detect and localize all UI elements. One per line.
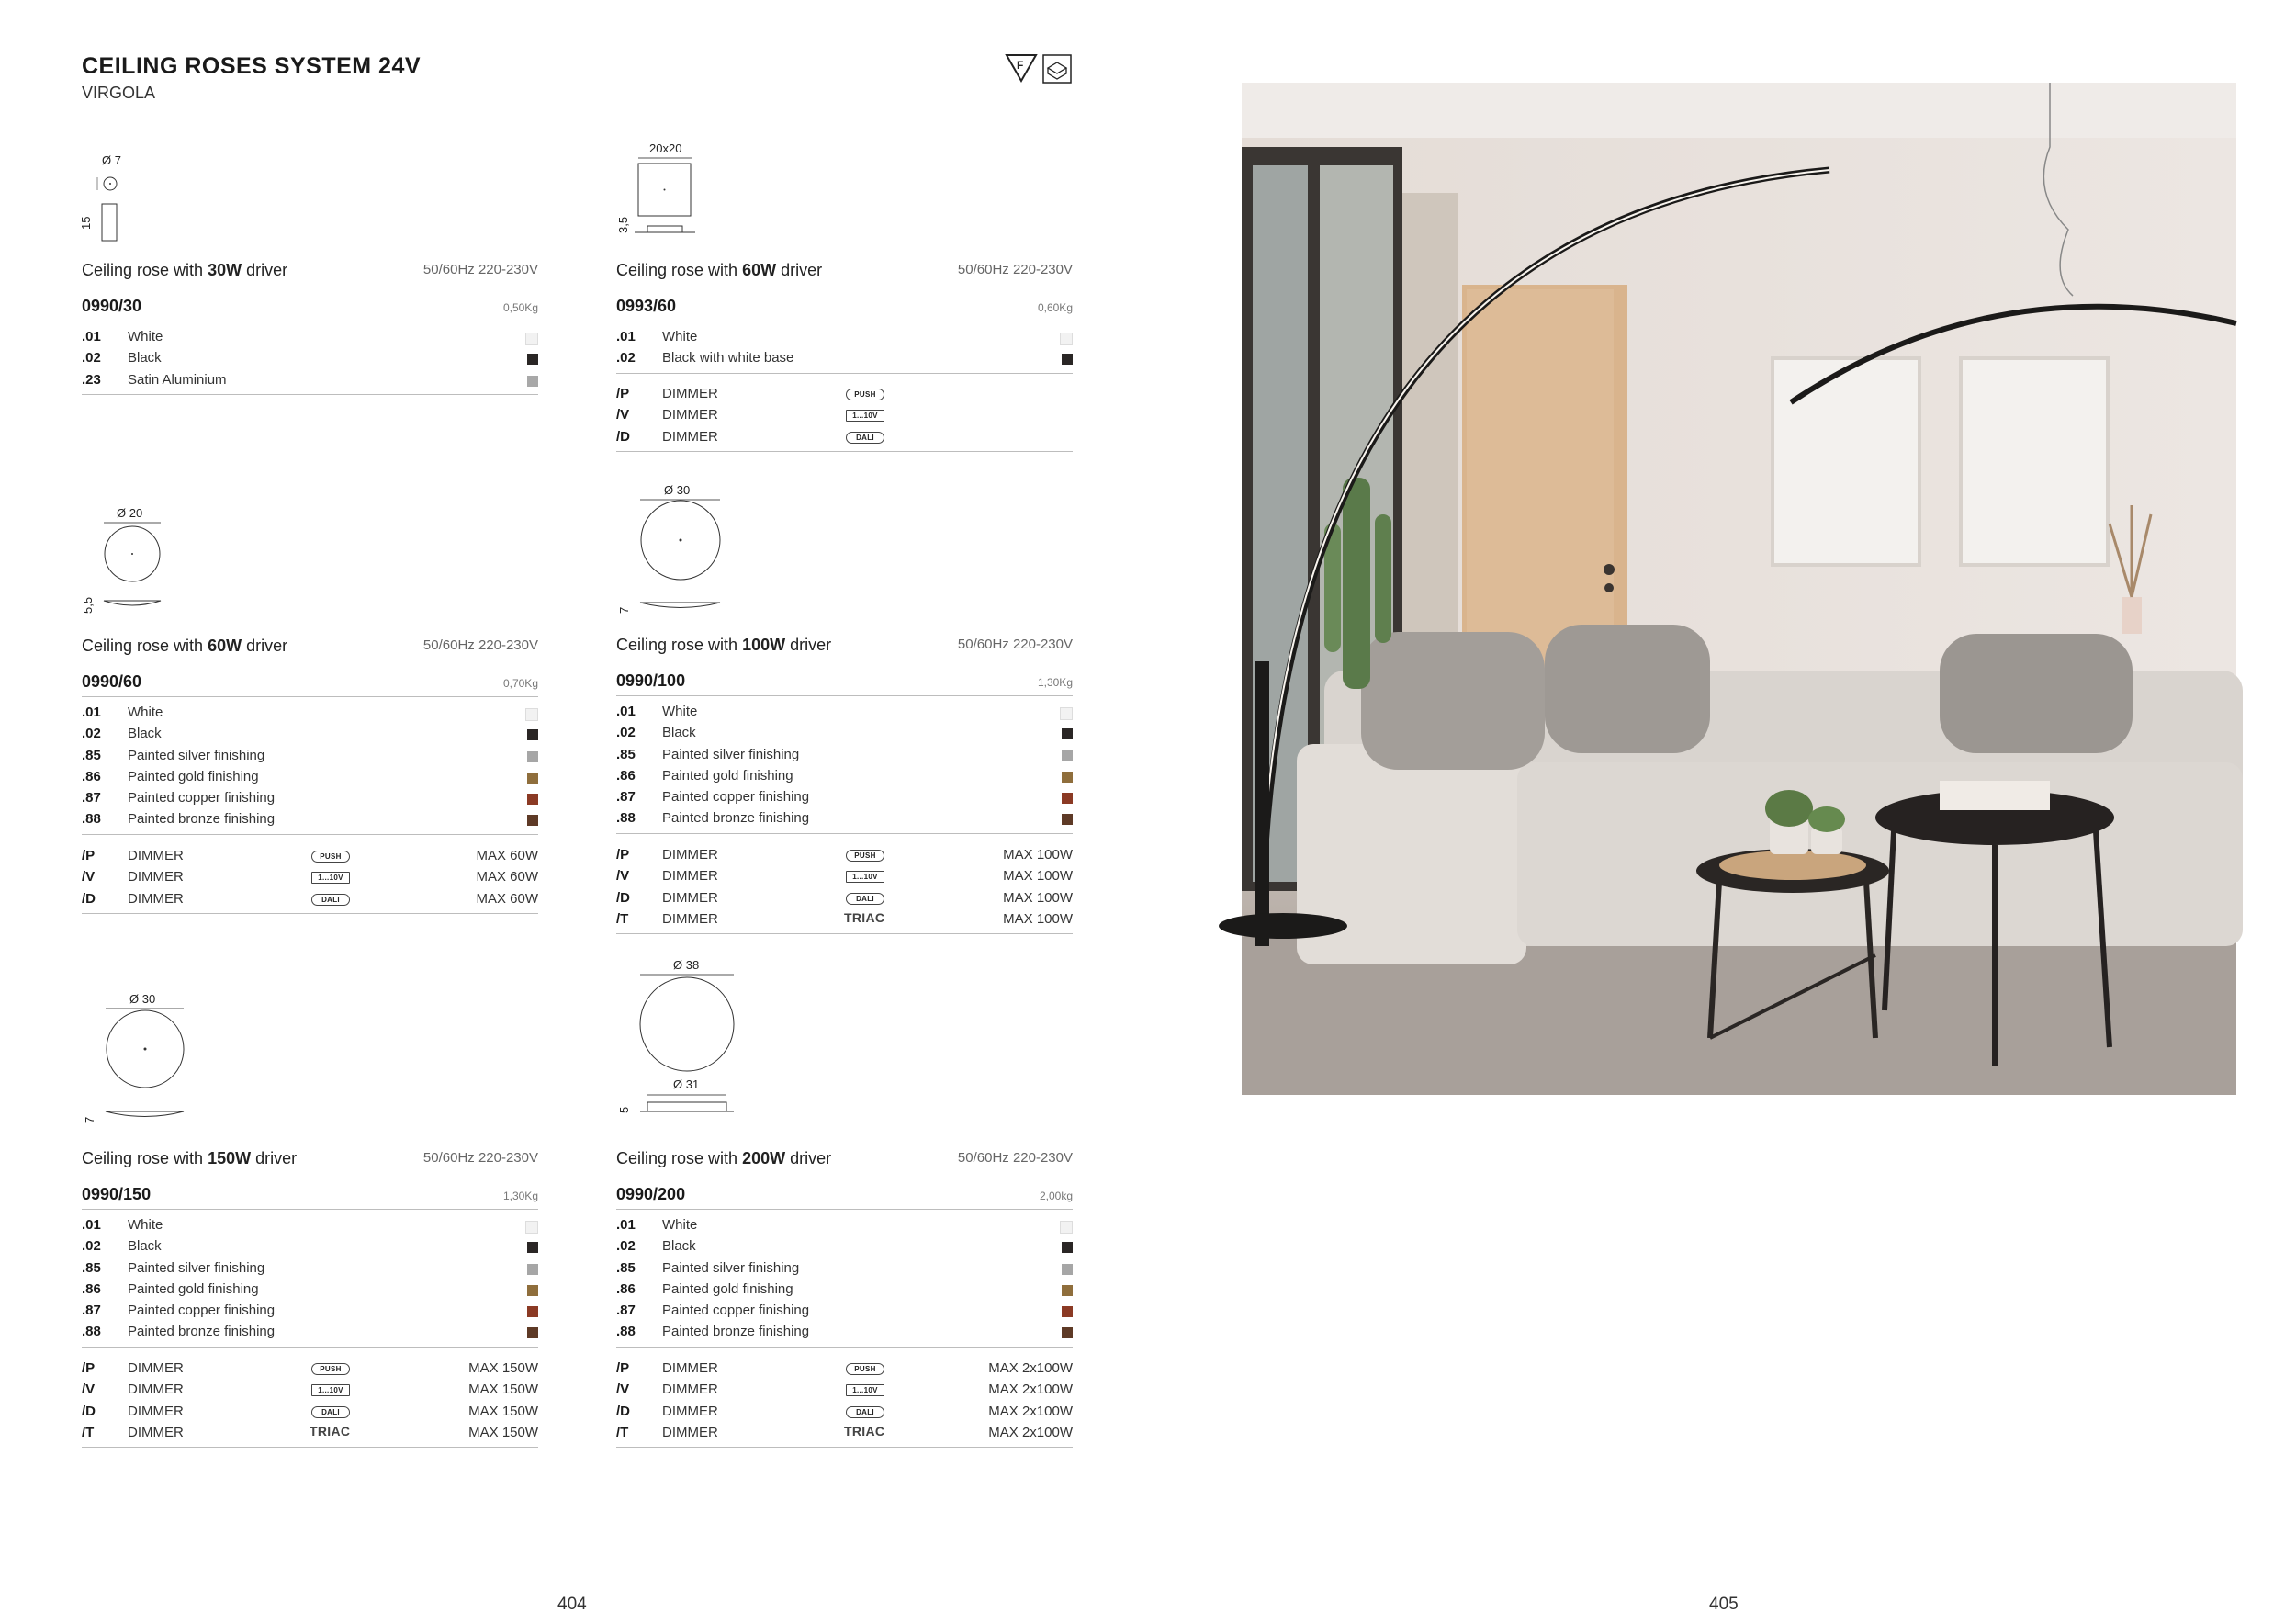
dimmer-row [616,404,1073,425]
variant-name: Painted gold finishing [662,767,793,784]
variant-code: .86 [616,1280,636,1297]
color-swatch [1062,750,1073,761]
variant-name: White [662,1217,698,1233]
finish-list [82,326,538,395]
product-description: Ceiling rose with 150W driver [82,1149,298,1167]
dimension-height: 15 [79,216,93,230]
push-badge: PUSH [311,1363,350,1375]
variant-name: White [128,705,163,720]
variant-code: .86 [616,767,636,784]
dimension-height: 5,5 [81,596,95,614]
finish-row [82,723,538,744]
finish-row [82,766,538,787]
driver-power: 200W [742,1149,786,1167]
push-badge: PUSH [311,851,350,863]
finish-row [616,722,1073,743]
variant-name: DIMMER [128,1403,184,1419]
color-swatch [1060,333,1073,345]
variant-name: DIMMER [662,910,718,927]
variant-name: Black [662,1238,696,1255]
voltage: 50/60Hz 220-230V [422,637,538,653]
color-swatch [1062,728,1073,739]
variant-code: /D [82,1403,96,1419]
push-badge: PUSH [846,389,884,400]
dimension-diameter: Ø 30 [129,992,156,1006]
variant-code: /P [82,1360,96,1376]
variant-code: .02 [616,350,636,367]
svg-text:F: F [1017,59,1024,72]
dimension-size: 20x20 [649,141,682,155]
max-power: MAX 150W [468,1424,538,1440]
dimmer-row [616,1358,1073,1379]
color-swatch [527,794,538,805]
finish-row [82,787,538,808]
variant-name: DIMMER [662,428,718,445]
variant-code: .87 [616,1303,636,1319]
variant-code: .02 [82,350,101,367]
variant-name: Painted gold finishing [128,768,259,784]
finish-row [616,786,1073,807]
variant-code: .23 [82,371,101,388]
finish-row [82,702,538,723]
push-badge: PUSH [846,850,884,862]
color-swatch [527,773,538,784]
technical-drawing [79,147,538,257]
dali-badge: DALI [311,1406,350,1418]
variant-code: .88 [616,1324,636,1340]
product-code: 0993/60 [616,297,677,315]
variant-code: .88 [82,1324,101,1340]
variant-code: /P [616,1360,630,1376]
max-power: MAX 2x100W [988,1424,1073,1440]
variant-code: /V [616,868,630,885]
variant-name: DIMMER [662,1360,718,1376]
color-swatch [1060,1221,1073,1234]
max-power: MAX 150W [468,1403,538,1419]
variant-code: /T [82,1424,95,1440]
variant-name: Painted gold finishing [662,1280,793,1297]
max-power: MAX 60W [476,848,538,863]
variant-code: /D [616,889,630,906]
color-swatch [527,1285,538,1296]
voltage: 50/60Hz 220-230V [957,637,1073,652]
1-10v-badge: 1...10V [311,1384,350,1396]
variant-name: DIMMER [662,889,718,906]
variant-name: White [662,704,698,719]
variant-code: .01 [82,1217,101,1233]
color-swatch [527,751,538,762]
color-swatch [1062,1327,1073,1338]
max-power: MAX 60W [476,869,538,885]
variant-code: .02 [82,1238,101,1255]
variant-name: DIMMER [662,1403,718,1419]
dimension-diameter: Ø 38 [673,958,700,972]
finish-row [82,745,538,766]
color-swatch [527,1306,538,1317]
variant-name: DIMMER [128,869,184,885]
variant-code: .85 [616,746,636,762]
variant-code: .86 [82,768,101,784]
finish-row [616,744,1073,765]
page-number-right: 405 [1709,1595,1739,1614]
variant-code: /P [616,386,630,401]
dimmer-list [82,1358,538,1448]
variant-name: Painted copper finishing [662,789,810,806]
dimension-diameter: Ø 20 [117,506,143,520]
variant-name: Black with white base [662,350,794,367]
finish-list [82,1214,538,1348]
variant-code: /D [616,428,630,445]
variant-code: .02 [616,725,636,741]
variant-code: /P [616,847,630,863]
dimmer-row [616,908,1073,930]
max-power: MAX 150W [468,1382,538,1398]
dimmer-row [82,1401,538,1422]
variant-code: .02 [82,726,101,742]
variant-name: Painted bronze finishing [128,1324,276,1340]
triac-label: TRIAC [310,1423,351,1438]
dimension-diameter: Ø 30 [664,483,691,497]
variant-name: White [128,1217,163,1233]
triac-label: TRIAC [844,909,885,925]
color-swatch [1062,1264,1073,1275]
dimmer-row [616,844,1073,865]
dimmer-row [616,1401,1073,1422]
product-weight: 0,70Kg [502,677,538,690]
finish-row [82,808,538,829]
variant-code: .01 [616,1217,636,1233]
dimmer-list [616,383,1073,452]
voltage: 50/60Hz 220-230V [422,262,538,277]
variant-name: Black [128,1238,162,1255]
voltage: 50/60Hz 220-230V [957,1150,1073,1166]
variant-code: .85 [616,1259,636,1276]
variant-code: .01 [616,704,636,719]
variant-code: /V [616,407,630,423]
max-power: MAX 100W [1003,868,1073,885]
dali-badge: DALI [846,1406,884,1418]
variant-code: .01 [616,329,636,344]
color-swatch [525,708,538,721]
variant-name: Black [662,725,696,741]
finish-row [82,1279,538,1300]
finish-row [616,807,1073,829]
voltage: 50/60Hz 220-230V [422,1150,538,1166]
dimmer-row [616,1379,1073,1400]
dimension-inner-diameter: Ø 31 [673,1077,700,1091]
page-subtitle: VIRGOLA [82,84,156,102]
product-weight: 0,50Kg [502,301,538,314]
variant-code: /P [82,848,96,863]
finish-row [82,326,538,347]
technical-drawing [616,141,1073,252]
variant-name: DIMMER [128,1382,184,1398]
max-power: MAX 100W [1003,910,1073,927]
product-weight: 1,30Kg [1037,676,1073,689]
dali-badge: DALI [311,894,350,906]
product-weight: 2,00kg [1039,1190,1073,1202]
product-code: 0990/60 [82,672,142,691]
variant-code: /V [616,1382,630,1398]
finish-row [82,1214,538,1235]
variant-code: /V [82,869,96,885]
finish-row [616,1214,1073,1235]
variant-code: .87 [616,789,636,806]
variant-code: .87 [82,1303,101,1319]
technical-drawing [82,505,538,615]
variant-code: .01 [82,329,101,344]
driver-power: 100W [742,636,786,654]
finish-list [616,701,1073,834]
variant-code: .01 [82,705,101,720]
dimmer-row [82,845,538,866]
variant-code: .88 [82,811,101,828]
finish-list [616,1214,1073,1348]
finish-row [616,347,1073,368]
variant-name: DIMMER [662,1382,718,1398]
finish-row [616,326,1073,347]
color-swatch [1062,793,1073,804]
variant-name: DIMMER [662,1424,718,1440]
color-swatch [527,376,538,387]
variant-name: Black [128,350,162,367]
variant-code: .85 [82,747,101,763]
product-code: 0990/30 [82,297,142,315]
1-10v-badge: 1...10V [846,410,884,422]
dimmer-row [616,887,1073,908]
variant-name: Painted bronze finishing [128,811,276,828]
dimmer-row [616,1422,1073,1443]
voltage: 50/60Hz 220-230V [957,262,1073,277]
finish-list [82,702,538,835]
dali-badge: DALI [846,893,884,905]
color-swatch [527,729,538,740]
variant-code: .88 [616,810,636,827]
variant-name: DIMMER [662,386,718,401]
dimmer-list [82,845,538,914]
variant-name: Painted silver finishing [128,747,265,763]
variant-code: .87 [82,790,101,806]
dali-badge: DALI [846,432,884,444]
variant-name: DIMMER [662,847,718,863]
finish-row [616,1300,1073,1321]
color-swatch [1062,814,1073,825]
f-mark-icon [1005,53,1073,85]
color-swatch [1062,354,1073,365]
dimmer-row [616,426,1073,447]
variant-name: Painted silver finishing [662,746,800,762]
variant-code: /T [616,910,629,927]
driver-power: 150W [208,1149,252,1167]
technical-drawing [616,482,1073,614]
max-power: MAX 150W [468,1360,538,1376]
variant-name: DIMMER [662,407,718,423]
max-power: MAX 60W [476,890,538,907]
dimension-height: 3,5 [616,216,630,233]
variant-name: DIMMER [662,868,718,885]
dimmer-row [82,1358,538,1379]
dimmer-list [616,844,1073,934]
color-swatch [1062,772,1073,783]
variant-code: .86 [82,1280,101,1297]
finish-row [616,1279,1073,1300]
finish-row [82,369,538,390]
variant-name: Painted silver finishing [662,1259,800,1276]
dimension-height: 7 [83,1116,96,1123]
variant-code: .02 [616,1238,636,1255]
dimmer-row [82,888,538,909]
product-code: 0990/200 [616,1185,686,1203]
color-swatch [527,354,538,365]
variant-code: /T [616,1424,629,1440]
variant-name: Black [128,726,162,742]
product-description: Ceiling rose with 200W driver [616,1149,832,1167]
page-title: CEILING ROSES SYSTEM 24V [82,53,422,79]
finish-row [616,1321,1073,1342]
product-description: Ceiling rose with 100W driver [616,636,832,654]
variant-name: Painted silver finishing [128,1259,265,1276]
variant-name: Painted gold finishing [128,1280,259,1297]
finish-row [82,1321,538,1342]
finish-row [82,1235,538,1257]
1-10v-badge: 1...10V [846,1384,884,1396]
dimension-height: 7 [617,606,631,614]
dimmer-row [82,1379,538,1400]
variant-name: DIMMER [128,890,184,907]
variant-name: Painted bronze finishing [662,1324,810,1340]
variant-name: Satin Aluminium [128,371,227,388]
dimmer-list [616,1358,1073,1448]
page-number-left: 404 [557,1595,587,1614]
finish-list [616,326,1073,374]
dimension-height: 5 [617,1106,631,1113]
variant-code: /D [616,1403,630,1419]
technical-drawing [82,987,538,1123]
variant-name: DIMMER [128,848,184,863]
variant-name: White [662,329,698,344]
dimmer-row [82,1422,538,1443]
max-power: MAX 2x100W [988,1382,1073,1398]
driver-power: 60W [208,637,242,655]
color-swatch [527,1264,538,1275]
max-power: MAX 2x100W [988,1403,1073,1419]
finish-row [616,765,1073,786]
dimmer-row [616,383,1073,404]
color-swatch [525,333,538,345]
triac-label: TRIAC [844,1423,885,1438]
variant-code: /V [82,1382,96,1398]
variant-name: Painted bronze finishing [662,810,810,827]
dimmer-row [616,865,1073,886]
color-swatch [527,815,538,826]
product-code: 0990/100 [616,671,686,690]
variant-code: /D [82,890,96,907]
color-swatch [1060,707,1073,720]
variant-name: DIMMER [128,1424,184,1440]
variant-name: DIMMER [128,1360,184,1376]
max-power: MAX 100W [1003,889,1073,906]
interior-photo [1242,83,2236,1095]
variant-code: .85 [82,1259,101,1276]
product-description: Ceiling rose with 60W driver [82,637,288,655]
finish-row [82,1300,538,1321]
color-swatch [1062,1285,1073,1296]
certification-icons [1005,53,1073,85]
finish-row [82,347,538,368]
finish-row [616,1235,1073,1257]
product-description: Ceiling rose with 30W driver [82,261,288,279]
1-10v-badge: 1...10V [846,871,884,883]
product-description: Ceiling rose with 60W driver [616,261,823,279]
finish-row [616,1257,1073,1279]
variant-name: White [128,329,163,344]
finish-row [616,701,1073,722]
push-badge: PUSH [846,1363,884,1375]
variant-name: Painted copper finishing [128,1303,276,1319]
driver-power: 30W [208,261,242,279]
color-swatch [1062,1242,1073,1253]
product-weight: 0,60Kg [1037,301,1073,314]
dimmer-row [82,866,538,887]
max-power: MAX 100W [1003,847,1073,863]
technical-drawing [616,955,1073,1113]
variant-name: Painted copper finishing [128,790,276,806]
dimension-diameter: Ø 7 [102,153,121,167]
variant-name: Painted copper finishing [662,1303,810,1319]
max-power: MAX 2x100W [988,1360,1073,1376]
product-weight: 1,30Kg [502,1190,538,1202]
1-10v-badge: 1...10V [311,872,350,884]
driver-power: 60W [742,261,777,279]
product-code: 0990/150 [82,1185,152,1203]
color-swatch [527,1242,538,1253]
color-swatch [525,1221,538,1234]
color-swatch [1062,1306,1073,1317]
color-swatch [527,1327,538,1338]
finish-row [82,1257,538,1279]
